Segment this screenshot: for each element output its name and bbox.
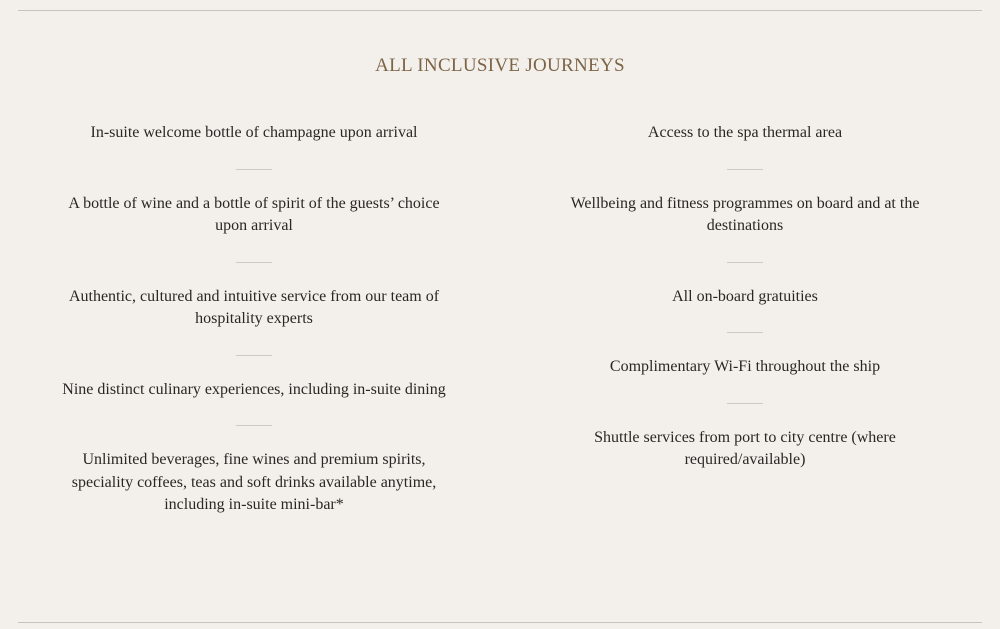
bottom-divider — [18, 622, 982, 623]
inclusion-item: All on-board gratuities — [672, 287, 818, 305]
inclusion-item: A bottle of wine and a bottle of spirit of the guests’ choice upon arrival — [68, 194, 440, 234]
inclusion-item: In-suite welcome bottle of champagne upon arrival — [90, 124, 418, 141]
item-separator — [236, 425, 272, 426]
inclusion-item: Wellbeing and fitness programmes on board and at the destinations — [570, 194, 920, 234]
inclusion-item: Shuttle services from port to city centre (where required/available) — [594, 428, 896, 468]
inclusions-left-column — [54, 122, 454, 517]
item-separator — [236, 355, 272, 356]
item-separator — [727, 169, 763, 170]
item-separator — [727, 262, 763, 263]
inclusion-item: Access to the spa thermal area — [647, 124, 843, 141]
inclusion-item: Complimentary Wi-Fi throughout the ship — [609, 358, 881, 375]
inclusion-item: Nine distinct culinary experiences, including in-suite dining — [62, 380, 446, 398]
inclusions-right-column — [545, 122, 945, 472]
item-separator — [236, 169, 272, 170]
top-divider — [18, 10, 982, 11]
section-title: ALL INCLUSIVE JOURNEYS — [375, 55, 625, 76]
item-separator — [727, 403, 763, 404]
item-separator — [727, 332, 763, 333]
inclusion-item: Unlimited beverages, fine wines and premium spirits, speciality coffees, teas and soft drinks available anytime, including in-suite mini-bar* — [71, 451, 437, 513]
item-separator — [236, 262, 272, 263]
inclusion-item: Authentic, cultured and intuitive service from our team of hospitality experts — [68, 287, 440, 327]
